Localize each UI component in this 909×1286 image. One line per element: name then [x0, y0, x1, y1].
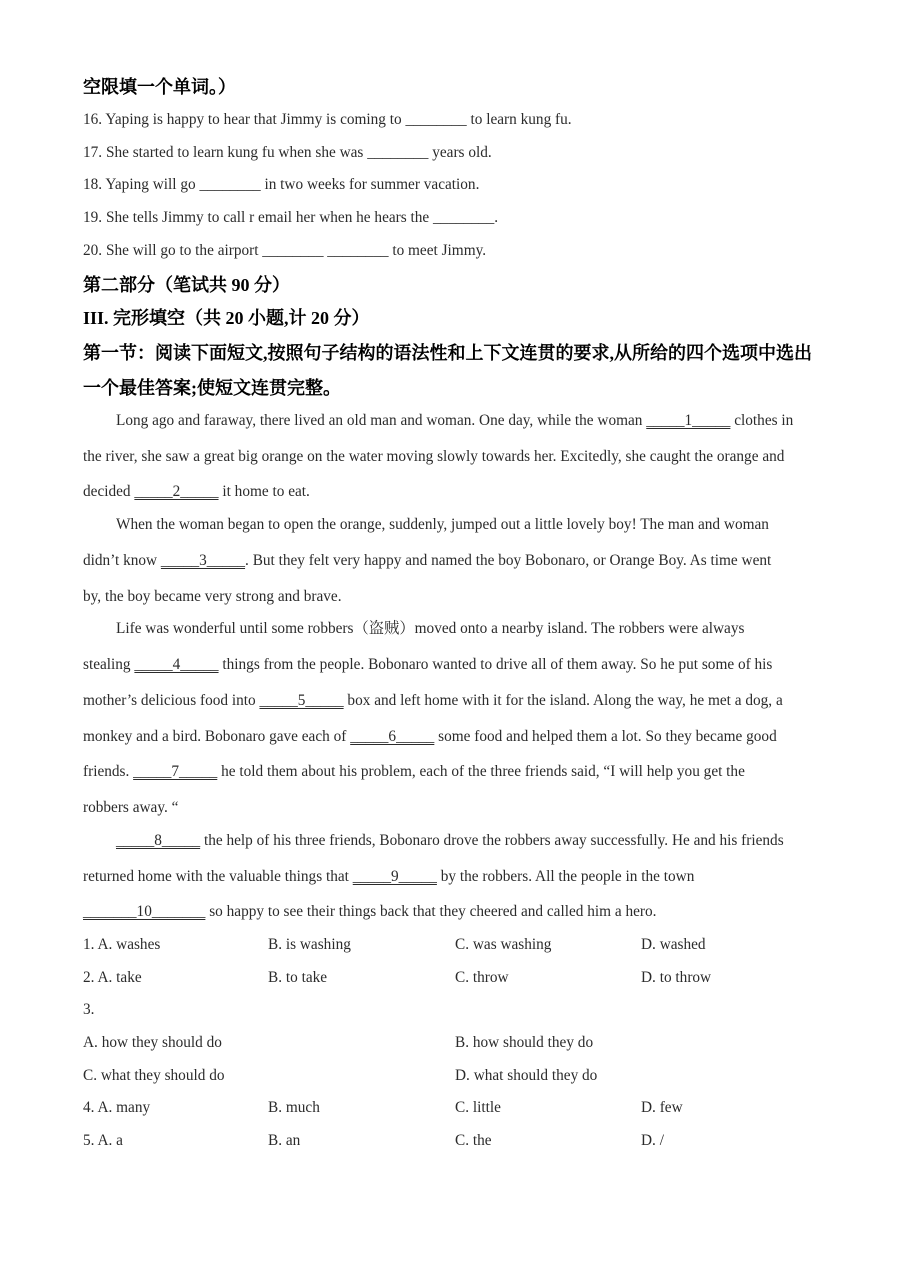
part-two-title: 第二部分（笔试共 90 分） — [83, 275, 290, 295]
passage-text: didn’t know — [83, 552, 161, 569]
passage-line: the river, she saw a great big orange on the water moving slowly towards her. Excitedly, she caught the orange and — [83, 448, 785, 465]
options-row-5 — [0, 1132, 909, 1150]
passage-line — [83, 728, 777, 746]
instruction-line-1: 第一节：阅读下面短文,按照句子结构的语法性和上下文连贯的要求,从所给的四个选项中选出 — [83, 343, 812, 363]
option-3a: A. how they should do — [83, 1034, 222, 1051]
passage-line: When the woman began to open the orange, suddenly, jumped out a little lovely boy! The man and woman — [116, 516, 769, 533]
passage-text: returned home with the valuable things that — [83, 868, 353, 885]
passage-text: clothes in — [730, 412, 794, 429]
question-16: 16. Yaping is happy to hear that Jimmy is coming to ________ to learn kung fu. — [83, 111, 572, 128]
options-row-3ab — [0, 1034, 909, 1052]
question-18: 18. Yaping will go ________ in two weeks for summer vacation. — [83, 176, 480, 193]
section-three-title: III. 完形填空（共 20 小题,计 20 分） — [83, 308, 370, 328]
option-1c: C. was washing — [455, 936, 552, 953]
passage-line — [83, 692, 783, 710]
section-header-tail: 空限填一个单词。） — [83, 77, 236, 97]
option-5c: C. the — [455, 1132, 492, 1149]
passage-text: so happy to see their things back that they cheered and called him a hero. — [205, 903, 657, 920]
passage-line — [83, 552, 771, 570]
blank-10: _______10_______ — [83, 903, 206, 920]
passage-line: robbers away. “ — [83, 799, 179, 816]
passage-text: things from the people. Bobonaro wanted to drive all of them away. So he put some of his — [218, 656, 773, 673]
option-2d: D. to throw — [641, 969, 712, 986]
passage-text: he told them about his problem, each of the three friends said, “I will help you get the — [217, 763, 745, 780]
option-2a: 2. A. take — [83, 969, 142, 986]
question-3-number: 3. — [83, 1001, 95, 1018]
passage-text: decided — [83, 483, 135, 500]
blank-6: _____6_____ — [350, 728, 435, 745]
passage-line: by, the boy became very strong and brave. — [83, 588, 342, 605]
option-5d: D. / — [641, 1132, 664, 1149]
blank-7: _____7_____ — [133, 763, 218, 780]
passage-text: Long ago and faraway, there lived an old man and woman. One day, while the woman — [116, 412, 647, 429]
blank-2: _____2_____ — [134, 483, 219, 500]
option-5b: B. an — [268, 1132, 301, 1149]
options-row-2 — [0, 969, 909, 987]
option-4d: D. few — [641, 1099, 683, 1116]
option-2c: C. throw — [455, 969, 509, 986]
passage-text: box and left home with it for the island. Along the way, he met a dog, a — [343, 692, 783, 709]
option-3c: C. what they should do — [83, 1067, 225, 1084]
passage-line — [116, 412, 793, 430]
option-3b: B. how should they do — [455, 1034, 594, 1051]
blank-3: _____3_____ — [160, 552, 246, 569]
passage-text: the help of his three friends, Bobonaro drove the robbers away successfully. He and his friends — [200, 832, 784, 849]
option-1a: 1. A. washes — [83, 936, 161, 953]
option-1d: D. washed — [641, 936, 706, 953]
passage-text: it home to eat. — [218, 483, 310, 500]
passage-line — [116, 832, 784, 850]
passage-line — [83, 763, 745, 781]
option-2b: B. to take — [268, 969, 328, 986]
option-4a: 4. A. many — [83, 1099, 151, 1116]
option-4b: B. much — [268, 1099, 320, 1116]
question-17: 17. She started to learn kung fu when she was ________ years old. — [83, 144, 492, 161]
passage-line — [83, 656, 772, 674]
options-row-1 — [0, 936, 909, 954]
passage-text: stealing — [83, 656, 135, 673]
question-19: 19. She tells Jimmy to call r email her when he hears the ________. — [83, 209, 499, 226]
blank-8: _____8_____ — [116, 832, 201, 849]
option-1b: B. is washing — [268, 936, 351, 953]
passage-line: Life was wonderful until some robbers（盗贼）moved onto a nearby island. The robbers were always — [116, 620, 745, 637]
option-5a: 5. A. a — [83, 1132, 123, 1149]
options-row-4 — [0, 1099, 909, 1117]
instruction-line-2: 一个最佳答案;使短文连贯完整。 — [83, 378, 341, 398]
passage-line — [83, 868, 694, 886]
question-20: 20. She will go to the airport ________ ________ to meet Jimmy. — [83, 242, 487, 259]
passage-line — [83, 483, 310, 501]
option-4c: C. little — [455, 1099, 501, 1116]
blank-9: _____9_____ — [352, 868, 437, 885]
options-row-3cd — [0, 1067, 909, 1085]
passage-text: friends. — [83, 763, 134, 780]
option-3d: D. what should they do — [455, 1067, 598, 1084]
blank-1: _____1_____ — [646, 412, 731, 429]
passage-text: mother’s delicious food into — [83, 692, 260, 709]
passage-text: by the robbers. All the people in the town — [436, 868, 695, 885]
passage-text: . But they felt very happy and named the boy Bobonaro, or Orange Boy. As time went — [245, 552, 772, 569]
passage-line — [83, 903, 656, 921]
blank-4: _____4_____ — [134, 656, 219, 673]
passage-text: some food and helped them a lot. So they became good — [434, 728, 777, 745]
blank-5: _____5_____ — [259, 692, 344, 709]
passage-text: monkey and a bird. Bobonaro gave each of — [83, 728, 351, 745]
